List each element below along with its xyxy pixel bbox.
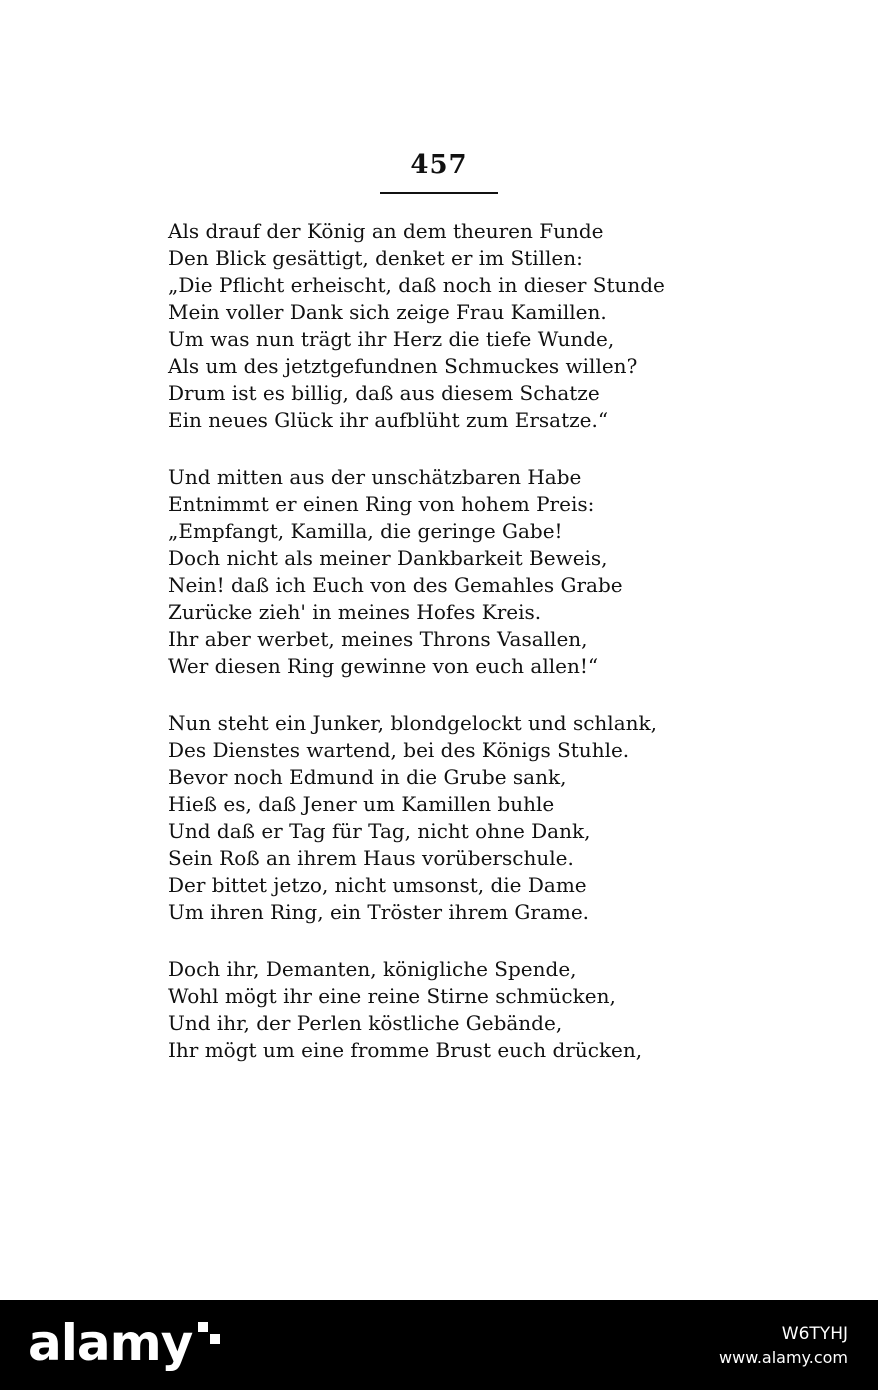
poem-line: Mein voller Dank sich zeige Frau Kamillen. bbox=[168, 300, 607, 324]
poem-line: Und ihr, der Perlen köstliche Gebände, bbox=[168, 1011, 563, 1035]
poem-line: Und daß er Tag für Tag, nicht ohne Dank, bbox=[168, 819, 591, 843]
site-url: www.alamy.com bbox=[719, 1348, 848, 1367]
poem-line: Ihr mögt um eine fromme Brust euch drücken, bbox=[168, 1038, 643, 1062]
poem-line: Doch nicht als meiner Dankbarkeit Beweis, bbox=[168, 546, 608, 570]
stanza-4 bbox=[168, 956, 808, 1064]
logo-text: alamy bbox=[28, 1314, 193, 1372]
poem-line: Entnimmt er einen Ring von hohem Preis: bbox=[168, 492, 595, 516]
poem-line: Und mitten aus der unschätzbaren Habe bbox=[168, 465, 582, 489]
poem-line: Um was nun trägt ihr Herz die tiefe Wunde, bbox=[168, 327, 615, 351]
poem-line: Doch ihr, Demanten, königliche Spende, bbox=[168, 957, 577, 981]
poem-line: Nun steht ein Junker, blondgelockt und schlank, bbox=[168, 711, 657, 735]
poem-line: Wohl mögt ihr eine reine Stirne schmücken, bbox=[168, 984, 616, 1008]
stanza-2 bbox=[168, 464, 808, 680]
stanza-1 bbox=[168, 218, 808, 434]
poem-line: Als drauf der König an dem theuren Funde bbox=[168, 219, 604, 243]
poem-line: Hieß es, daß Jener um Kamillen buhle bbox=[168, 792, 555, 816]
poem-line: Um ihren Ring, ein Tröster ihrem Grame. bbox=[168, 900, 590, 924]
stanza-3 bbox=[168, 710, 808, 926]
footer-info bbox=[719, 1322, 848, 1370]
poem-line: Drum ist es billig, daß aus diesem Schatze bbox=[168, 381, 600, 405]
header-rule bbox=[380, 192, 498, 194]
poem-line: Der bittet jetzo, nicht umsonst, die Dame bbox=[168, 873, 587, 897]
poem-line: „Die Pflicht erheischt, daß noch in dieser Stunde bbox=[168, 273, 665, 297]
poem bbox=[168, 218, 808, 1094]
poem-line: Nein! daß ich Euch von des Gemahles Grabe bbox=[168, 573, 623, 597]
poem-line: Ihr aber werbet, meines Throns Vasallen, bbox=[168, 627, 588, 651]
poem-line: Ein neues Glück ihr aufblüht zum Ersatze.“ bbox=[168, 408, 609, 432]
poem-line: Zurücke zieh' in meines Hofes Kreis. bbox=[168, 600, 542, 624]
page-number: 457 bbox=[410, 150, 468, 180]
watermark-footer bbox=[0, 1300, 878, 1390]
poem-line: Als um des jetztgefundnen Schmuckes willen? bbox=[168, 354, 638, 378]
poem-line: Wer diesen Ring gewinne von euch allen!“ bbox=[168, 654, 599, 678]
poem-line: Des Dienstes wartend, bei des Königs Stuhle. bbox=[168, 738, 630, 762]
logo-mark-icon bbox=[196, 1320, 222, 1346]
poem-line: Bevor noch Edmund in die Grube sank, bbox=[168, 765, 567, 789]
poem-line: „Empfangt, Kamilla, die geringe Gabe! bbox=[168, 519, 563, 543]
poem-line: Sein Roß an ihrem Haus vorüberschule. bbox=[168, 846, 574, 870]
poem-line: Den Blick gesättigt, denket er im Stillen: bbox=[168, 246, 583, 270]
alamy-logo bbox=[28, 1314, 222, 1372]
image-id: W6TYHJ bbox=[781, 1324, 848, 1344]
